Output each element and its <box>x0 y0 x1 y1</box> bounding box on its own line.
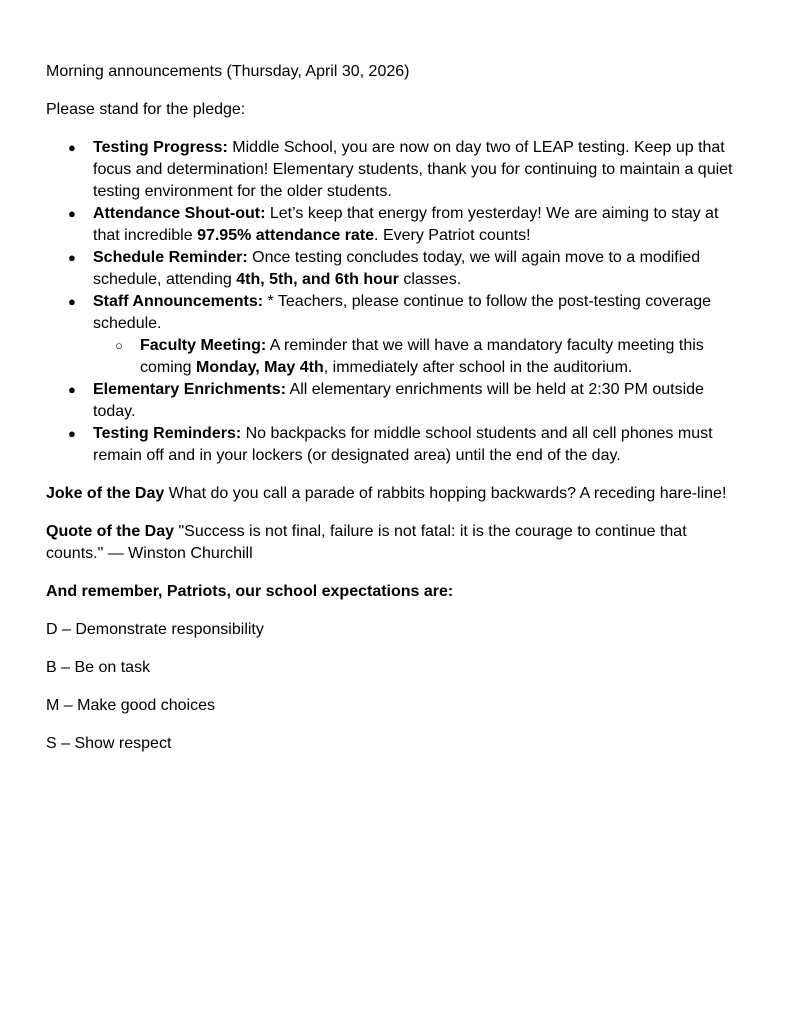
announcement-label: Elementary Enrichments: <box>93 381 286 398</box>
joke-of-the-day <box>46 483 745 505</box>
announcement-label: Testing Progress: <box>93 139 228 156</box>
announcement-faculty-meeting <box>93 335 745 379</box>
announcement-testing-progress <box>46 137 745 203</box>
announcement-testing-reminders <box>46 423 745 467</box>
joke-text: What do you call a parade of rabbits hopping backwards? A receding hare-line! <box>164 485 727 502</box>
expectations-heading-text: And remember, Patriots, our school expectations are: <box>46 583 454 600</box>
expectations-heading <box>46 581 745 603</box>
document-title: Morning announcements (Thursday, April 30, 2026) <box>46 63 410 80</box>
announcement-text: . Every Patriot counts! <box>374 227 531 244</box>
announcement-list <box>46 137 745 467</box>
expectation-m: M – Make good choices <box>46 697 215 714</box>
expectation-d: D – Demonstrate responsibility <box>46 621 264 638</box>
quote-of-the-day <box>46 521 745 565</box>
quote-text: "Success is not final, failure is not fatal: it is the courage to continue that counts." — Winston Churchill <box>46 523 687 562</box>
announcement-text: All elementary enrichments will be held at 2:30 PM outside today. <box>93 381 704 420</box>
attendance-rate: 97.95% attendance rate <box>197 227 375 244</box>
announcement-text: Once testing concludes today, we will again move to a modified schedule, attending <box>93 249 701 288</box>
announcement-schedule <box>46 247 745 291</box>
announcement-text: A reminder that we will have a mandatory faculty meeting this coming <box>140 337 704 376</box>
announcement-label: Faculty Meeting: <box>140 337 267 354</box>
announcement-text: * Teachers, please continue to follow the post-testing coverage schedule. <box>93 293 712 332</box>
announcement-text: , immediately after school in the auditorium. <box>323 359 633 376</box>
staff-sub-list <box>93 335 745 379</box>
announcement-label: Attendance Shout-out: <box>93 205 266 222</box>
expectation-b: B – Be on task <box>46 659 151 676</box>
announcement-text: classes. <box>398 271 462 288</box>
announcement-enrichments <box>46 379 745 423</box>
announcement-label: Testing Reminders: <box>93 425 242 442</box>
quote-label: Quote of the Day <box>46 523 175 540</box>
announcement-text: No backpacks for middle school students and all cell phones must remain off and in your lockers (or designated area) until the end of the day. <box>93 425 713 464</box>
announcement-attendance <box>46 203 745 247</box>
expectation-s: S – Show respect <box>46 735 172 752</box>
pledge-line: Please stand for the pledge: <box>46 101 246 118</box>
announcement-staff <box>46 291 745 379</box>
announcement-text: Middle School, you are now on day two of LEAP testing. Keep up that focus and determination! Elementary students, thank you for continuing to maintain a quiet testing environment for the older students. <box>93 139 733 200</box>
meeting-date: Monday, May 4th <box>196 359 324 376</box>
announcement-label: Staff Announcements: <box>93 293 264 310</box>
announcement-text: Let’s keep that energy from yesterday! We are aiming to stay at that incredible <box>93 205 719 244</box>
announcement-label: Schedule Reminder: <box>93 249 248 266</box>
joke-label: Joke of the Day <box>46 485 165 502</box>
schedule-hours: 4th, 5th, and 6th hour <box>236 271 399 288</box>
